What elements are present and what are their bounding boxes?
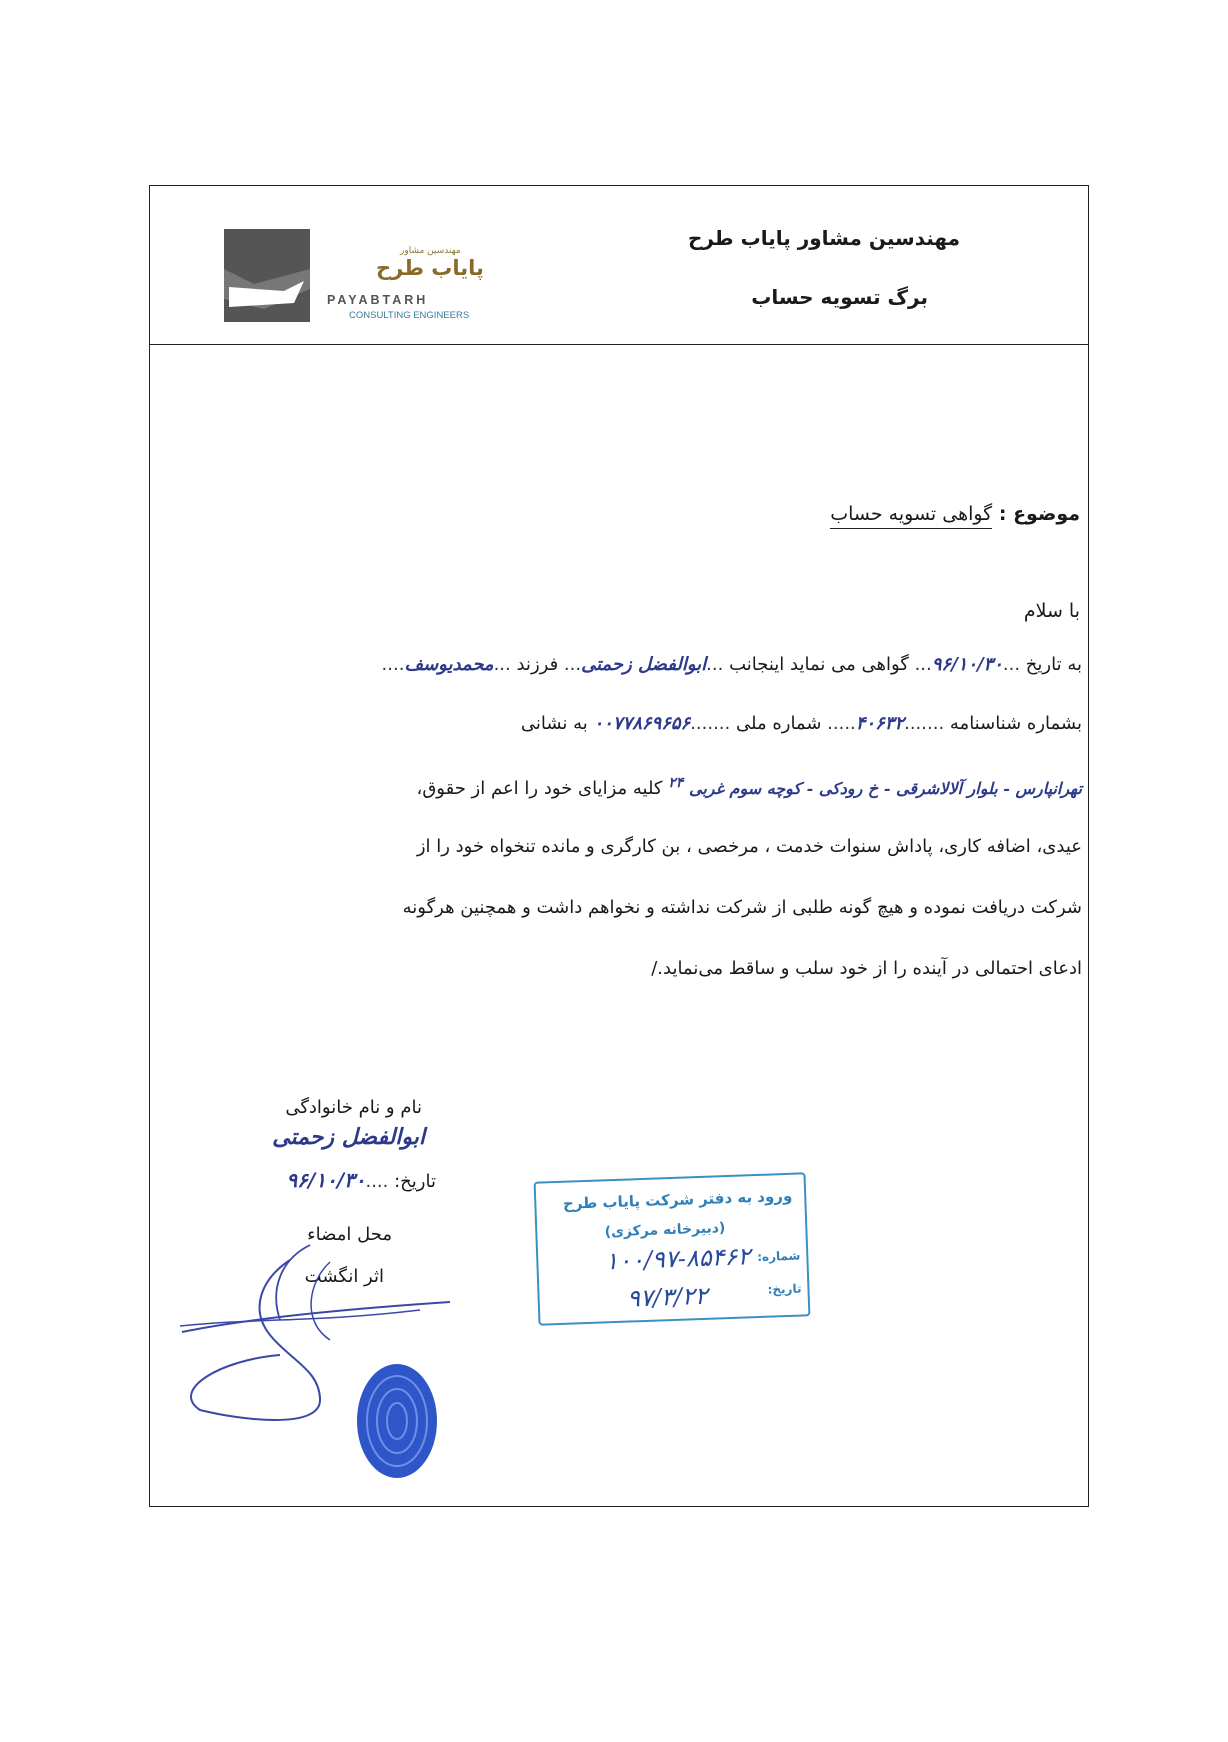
subject-label: موضوع : — [998, 503, 1080, 525]
logo-fa-tagline: مهندسین مشاور — [400, 246, 461, 256]
receipt-stamp — [534, 1172, 811, 1325]
handwritten-date: ۹۶/۱۰/۳۰ — [931, 654, 1003, 675]
logo-fa-name: پایاب طرح — [376, 256, 484, 280]
body-line-6: ادعای احتمالی در آینده را از خود سلب و ساقط می‌نماید./ — [651, 958, 1082, 979]
stamp-number-label: شماره: — [756, 1248, 801, 1265]
body-line-3-text: کلیه مزایای خود را اعم از حقوق، — [416, 778, 663, 799]
stamp-date-label: تاریخ: — [767, 1281, 802, 1297]
child-of-label: فرزند — [516, 654, 559, 675]
body-line-4: عیدی، اضافه کاری، پاداش سنوات خدمت ، مرخصی ، بن کارگری و مانده تنخواه خود را از — [416, 836, 1082, 857]
handwritten-plate: ۲۴ — [668, 775, 684, 791]
body-line-5: شرکت دریافت نموده و هیچ گونه طلبی از شرکت نداشته و نخواهم داشت و همچنین هرگونه — [402, 897, 1082, 918]
thumbprint-icon — [355, 1362, 439, 1480]
address-label: به نشانی — [520, 713, 588, 734]
national-id-label: شماره ملی — [736, 713, 822, 734]
stamp-title: ورود به دفتر شرکت پایاب طرح — [562, 1186, 793, 1213]
body-line-1: به تاریخ ...۹۶/۱۰/۳۰... گواهی می نماید اینجانب ...ابوالفضل زحمتی... فرزند ...محمدیوسف.... — [381, 654, 1082, 675]
handwritten-national-id: ۰۰۷۷۸۶۹۶۵۶ — [593, 713, 691, 734]
id-label: بشماره شناسنامه — [949, 713, 1082, 734]
greeting: با سلام — [1023, 600, 1080, 622]
signature-label: محل امضاء — [307, 1224, 392, 1245]
handwritten-address: تهرانپارس - بلوار آلالاشرقی - خ رودکی - کوچه سوم غربی — [688, 779, 1082, 798]
handwritten-id-number: ۴۰۶۳۲ — [855, 713, 905, 734]
subject-line — [830, 503, 1080, 525]
handwritten-signer-name: ابوالفضل زحمتی — [272, 1124, 425, 1150]
thumbprint-label: اثر انگشت — [304, 1266, 384, 1287]
stamp-number-value: ۱۰۰/۹۷-۸۵۴۶۲ — [604, 1242, 751, 1276]
body-line-2: بشماره شناسنامه .......۴۰۶۳۲..... شماره ملی .......۰۰۷۷۸۶۹۶۵۶ به نشانی — [520, 713, 1082, 734]
stamp-subtitle: (دبیرخانه مرکزی) — [604, 1220, 726, 1241]
company-logo-mark — [224, 229, 310, 322]
stamp-date-value: ۹۷/۳/۲۲ — [626, 1281, 709, 1313]
handwritten-name: ابوالفضل زحمتی — [581, 654, 707, 675]
logo-en-name: PAYABTARH — [327, 293, 429, 307]
certify-text: گواهی می نماید اینجانب — [729, 654, 909, 675]
handwritten-father-name: محمدیوسف — [404, 654, 494, 675]
date-label: تاریخ: — [394, 1171, 436, 1192]
handwritten-signer-date: ۹۶/۱۰/۳۰ — [286, 1168, 366, 1192]
company-name: مهندسین مشاور پایاب طرح — [687, 226, 960, 250]
form-title: برگ تسویه حساب — [751, 285, 928, 309]
subject-value: گواهی تسویه حساب — [830, 503, 992, 529]
header-divider — [149, 344, 1089, 345]
date-prefix: به تاریخ — [1025, 654, 1082, 675]
logo-en-subtitle: CONSULTING ENGINEERS — [349, 310, 470, 321]
name-label: نام و نام خانوادگی — [285, 1097, 422, 1118]
date-field: تاریخ: ....۹۶/۱۰/۳۰ — [286, 1168, 436, 1192]
body-line-3 — [417, 775, 1082, 799]
